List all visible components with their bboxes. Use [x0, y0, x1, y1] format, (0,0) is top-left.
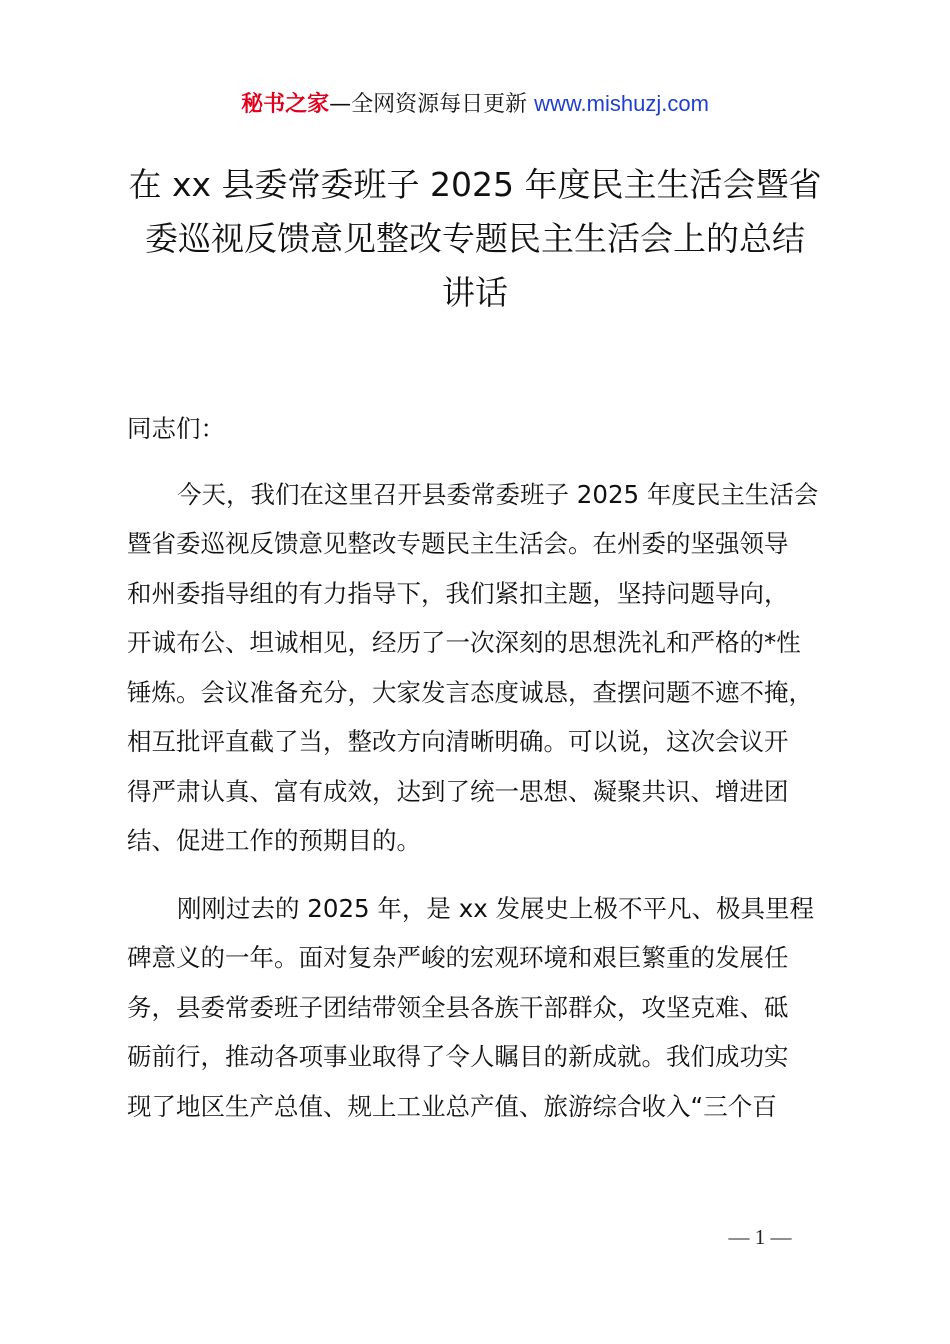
paragraph-line: 今天，我们在这里召开县委常委班子 2025 年度民主生活会 [177, 479, 819, 509]
paragraph-line: 锤炼。会议准备充分，大家发言态度诚恳，查摆问题不遮不掩， [127, 677, 813, 707]
paragraph [127, 884, 839, 1132]
paragraph-line: 碑意义的一年。面对复杂严峻的宏观环境和艰巨繁重的发展任 [127, 943, 789, 972]
paragraph [127, 470, 839, 866]
paragraph-line: 务，县委常委班子团结带领全县各族干部群众，攻坚克难、砥 [127, 992, 789, 1022]
paragraph-line: 得严肃认真、富有成效，达到了统一思想、凝聚共识、增进团 [127, 776, 789, 806]
paragraph-line: 结、促进工作的预期目的。 [127, 826, 421, 855]
site-url-link[interactable]: www.mishuzj.com [534, 91, 709, 116]
brand-name: 秘书之家 [241, 92, 330, 117]
paragraph-line: 暨省委巡视反馈意见整改专题民主生活会。在州委的坚强领导 [127, 529, 789, 558]
title-line: 委巡视反馈意见整改专题民主生活会上的总结 [145, 219, 805, 258]
salutation: 同志们： [127, 414, 225, 443]
paragraph-line: 和州委指导组的有力指导下，我们紧扣主题，坚持问题导向， [127, 578, 789, 608]
site-header [0, 88, 950, 121]
page-number: — 1 — [728, 1225, 792, 1249]
paragraph-line: 现了地区生产总值、规上工业总产值、旅游综合收入“三个百 [127, 1091, 777, 1121]
site-slogan: —全网资源每日更新 [329, 92, 535, 117]
document-body [127, 404, 839, 1149]
paragraph-line: 相互批评直截了当，整改方向清晰明确。可以说，这次会议开 [127, 727, 789, 756]
title-line: 在 xx 县委常委班子 2025 年度民主生活会暨省 [128, 165, 822, 204]
paragraph-line: 刚刚过去的 2025 年，是 xx 发展史上极不平凡、极具里程 [177, 893, 814, 923]
paragraph-line: 砺前行，推动各项事业取得了令人瞩目的新成就。我们成功实 [127, 1042, 789, 1071]
document-title [100, 158, 850, 320]
paragraph-line: 开诚布公、坦诚相见，经历了一次深刻的思想洗礼和严格的*性 [127, 628, 801, 657]
title-line: 讲话 [442, 273, 508, 312]
